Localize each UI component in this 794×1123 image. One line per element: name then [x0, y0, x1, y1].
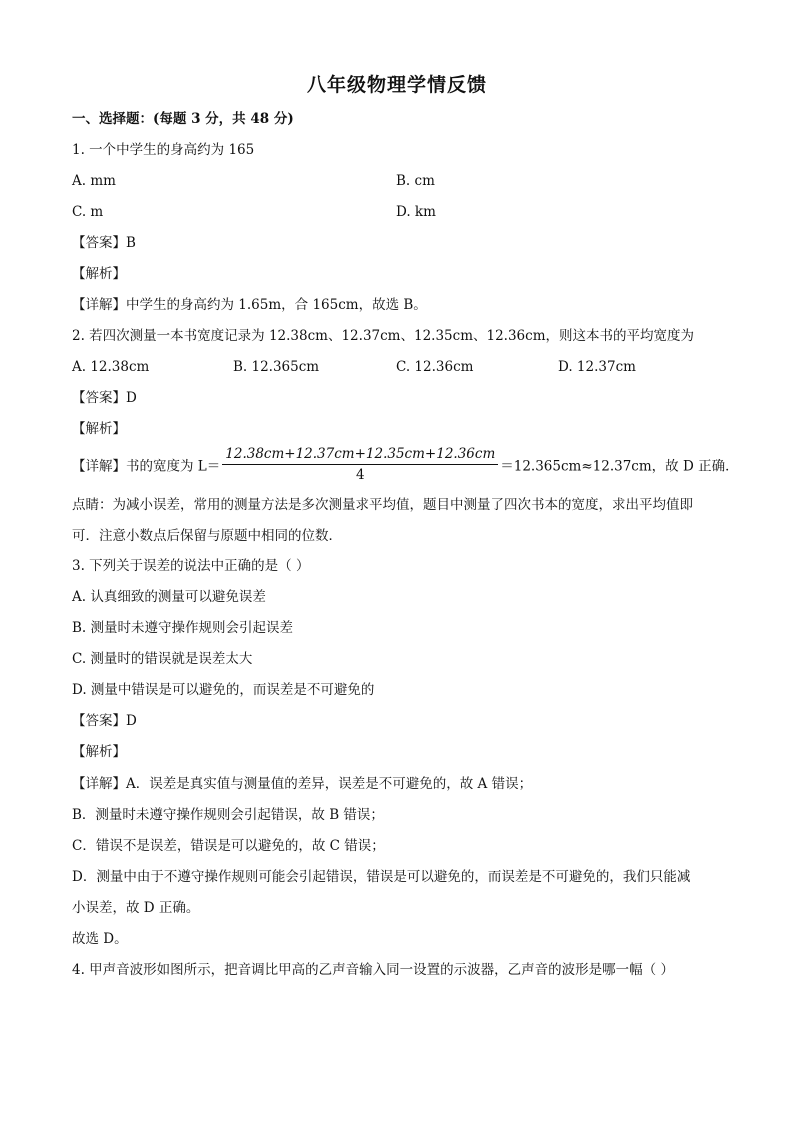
q1-analysis-label: 【解析】: [72, 266, 126, 282]
q2-option-d: D. 12.37cm: [558, 359, 636, 375]
q1-option-d: D. km: [396, 204, 436, 220]
fraction-denominator: 4: [355, 467, 365, 483]
q3-option-d: D. 测量中错误是可以避免的，而误差是不可避免的: [72, 682, 375, 698]
q2-analysis-label: 【解析】: [72, 421, 126, 437]
q3-option-a: A. 认真细致的测量可以避免误差: [72, 589, 266, 605]
q2-answer: 【答案】D: [72, 390, 137, 406]
fraction-numerator: 12.38cm+12.37cm+12.35cm+12.36cm: [222, 446, 498, 465]
q3-conclusion: 故选 D。: [72, 931, 128, 947]
q3-option-c: C. 测量时的错误就是误差太大: [72, 651, 253, 667]
q3-detail-line: D．测量中由于不遵守操作规则可能会引起错误，错误是可以避免的，而误差是不可避免的，我们只能减: [72, 869, 691, 885]
q3-answer: 【答案】D: [72, 713, 137, 729]
q1-option-b: B. cm: [396, 173, 435, 189]
q1-option-c: C. m: [72, 204, 104, 220]
page-title: 八年级物理学情反馈: [306, 74, 487, 96]
q2-detail-suffix: ＝12.365cm≈12.37cm，故 D 正确．: [500, 458, 739, 475]
q2-note-line-2: 可．注意小数点后保留与原题中相同的位数．: [72, 528, 342, 544]
q4-stem: 4. 甲声音波形如图所示，把音调比甲高的乙声音输入同一设置的示波器，乙声音的波形是哪一幅（ ）: [72, 962, 674, 978]
q3-option-b: B. 测量时未遵守操作规则会引起误差: [72, 620, 294, 636]
q2-option-c: C. 12.36cm: [396, 359, 474, 375]
q2-stem: 2. 若四次测量一本书宽度记录为 12.38cm、12.37cm、12.35cm、12.36cm，则这本书的平均宽度为: [72, 328, 695, 344]
q2-option-b: B. 12.365cm: [233, 359, 320, 375]
q3-stem: 3. 下列关于误差的说法中正确的是（ ）: [72, 558, 310, 574]
q1-stem: 1. 一个中学生的身高约为 165: [72, 142, 255, 158]
q3-detail-line: C．错误不是误差，错误是可以避免的，故 C 错误；: [72, 838, 385, 854]
q3-detail-line: 小误差，故 D 正确。: [72, 900, 200, 916]
q1-detail: 【详解】中学生的身高约为 1.65m，合 165cm，故选 B。: [72, 297, 427, 313]
q3-analysis-label: 【解析】: [72, 744, 126, 760]
average-fraction: [222, 446, 498, 483]
q2-note-line-1: 点睛：为减小误差，常用的测量方法是多次测量求平均值，题目中测量了四次书本的宽度，求出平均值即: [72, 497, 693, 513]
q2-option-a: A. 12.38cm: [72, 359, 150, 375]
q1-answer: 【答案】B: [72, 235, 136, 251]
section-heading: 一、选择题：(每题 3 分，共 48 分): [72, 111, 294, 127]
q3-detail-line: B．测量时未遵守操作规则会引起错误，故 B 错误；: [72, 807, 384, 823]
q2-detail-formula: [72, 446, 739, 483]
q2-detail-prefix: 【详解】书的宽度为 L＝: [72, 458, 221, 475]
q1-option-a: A. mm: [72, 173, 116, 189]
q3-detail-line: 【详解】A．误差是真实值与测量值的差异，误差是不可避免的，故 A 错误；: [72, 776, 533, 792]
